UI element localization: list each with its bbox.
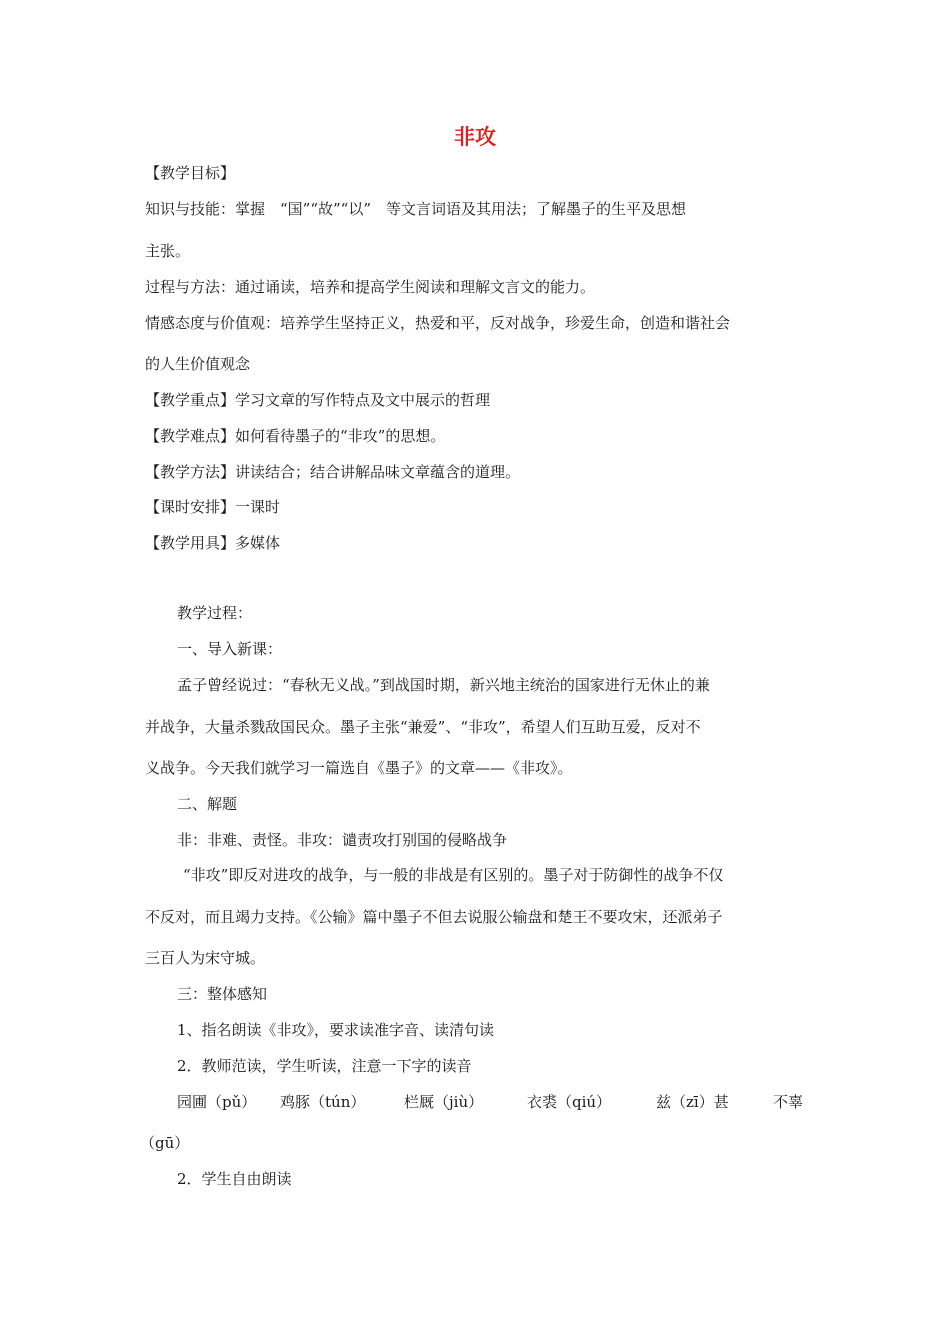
objective-process: 过程与方法：通过诵读，培养和提高学生阅读和理解文言文的能力。 (145, 278, 596, 296)
teaching-tools: 【教学用具】多媒体 (145, 534, 281, 552)
title-explanation-line2: 不反对，而且竭力支持。《公输》篇中墨子不但去说服公输盘和楚王不要攻宋，还派弟子 (145, 908, 723, 926)
title-explanation-line1: “非攻”即反对进攻的战争，与一般的非战是有区别的。墨子对于防御性的战争不仅 (183, 866, 724, 884)
title-explanation-line3: 三百人为宋守城。 (145, 949, 266, 967)
pinyin-word-5: 兹（zī）甚 (656, 1093, 729, 1111)
teaching-method: 【教学方法】讲读结合；结合讲解品味文章蕴含的道理。 (145, 463, 521, 481)
difficulty: 【教学难点】如何看待墨子的“非攻”的思想。 (145, 427, 446, 445)
pinyin-word-1: 园圃（pǔ） (177, 1093, 257, 1111)
intro-line3: 义战争。今天我们就学习一篇选自《墨子》的文章——《非攻》。 (145, 759, 573, 777)
step-2: 2．教师范读，学生听读，注意一下字的读音 (177, 1057, 472, 1075)
process-heading: 教学过程： (177, 604, 253, 622)
objective-attitude-line2: 的人生价值观念 (145, 355, 251, 373)
document-title: 非攻 (454, 125, 496, 149)
step-1: 1、指名朗读《非攻》，要求读准字音、读清句读 (177, 1021, 495, 1039)
objectives-heading: 【教学目标】 (145, 164, 236, 182)
objective-knowledge-line1: 知识与技能：掌握 “国”“故”“以” 等文言词语及其用法；了解墨子的生平及思想 (145, 200, 687, 218)
pinyin-word-2: 鸡豚（tún） (280, 1093, 366, 1111)
pinyin-word-6-continued: （gū） (140, 1134, 190, 1152)
pinyin-word-6: 不辜 (773, 1093, 804, 1111)
intro-line2: 并战争，大量杀戮敌国民众。墨子主张“兼爱”、“非攻”，希望人们互助互爱，反对不 (145, 718, 701, 736)
key-point: 【教学重点】学习文章的写作特点及文中展示的哲理 (145, 391, 491, 409)
intro-heading: 一、导入新课： (177, 640, 283, 658)
objective-attitude-line1: 情感态度与价值观：培养学生坚持正义，热爱和平，反对战争，珍爱生命，创造和谐社会 (145, 314, 731, 332)
title-explanation-heading: 二、解题 (177, 795, 238, 813)
pinyin-word-4: 衣裘（qiú） (527, 1093, 612, 1111)
intro-line1: 孟子曾经说过：“春秋无义战。”到战国时期，新兴地主统治的国家进行无休止的兼 (177, 676, 710, 694)
overall-heading: 三：整体感知 (177, 985, 268, 1003)
objective-knowledge-line2: 主张。 (145, 242, 191, 260)
pinyin-word-3: 栏厩（jiù） (404, 1093, 484, 1111)
title-definition: 非：非难、责怪。非攻：谴责攻打别国的侵略战争 (177, 831, 508, 849)
schedule: 【课时安排】一课时 (145, 498, 281, 516)
step-3: 2．学生自由朗读 (177, 1170, 292, 1188)
